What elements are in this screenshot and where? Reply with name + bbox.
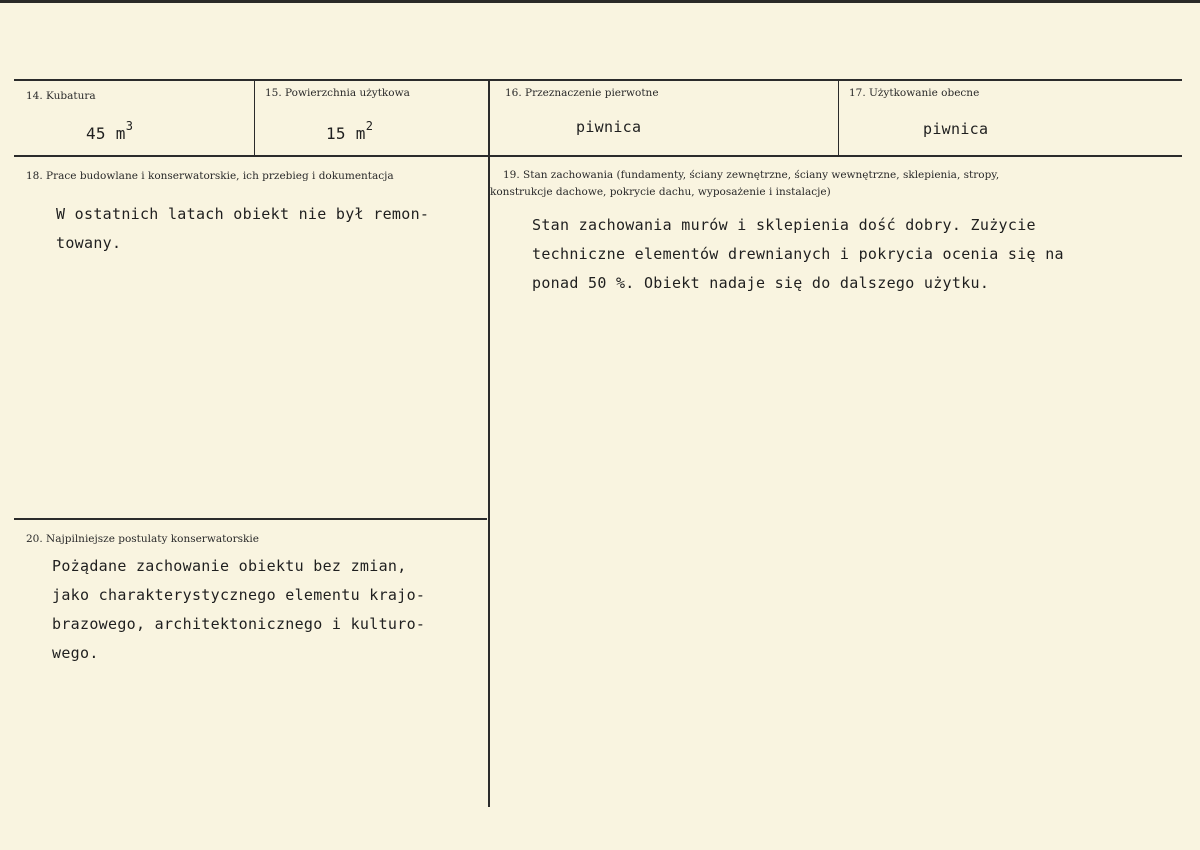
vertical-rule-3	[838, 81, 839, 155]
top-row-lower-rule	[14, 155, 1182, 157]
powierzchnia-value	[326, 119, 373, 143]
prace-label: 18. Prace budowlane i konserwatorskie, ich przebieg i dokumentacja	[26, 170, 394, 182]
stan-text	[532, 211, 1064, 298]
prace-line: towany.	[56, 234, 122, 252]
left-column-divider-rule	[14, 518, 487, 520]
powierzchnia-number: 15 m	[326, 124, 366, 143]
kubatura-label: 14. Kubatura	[26, 90, 96, 102]
stan-line: ponad 50 %. Obiekt nadaje się do dalszego użytku.	[532, 274, 990, 292]
stan-label	[490, 167, 1000, 201]
postulaty-text	[52, 552, 425, 668]
stan-line: techniczne elementów drewnianych i pokrycia ocenia się na	[532, 245, 1064, 263]
kubatura-exponent: 3	[125, 119, 134, 133]
kubatura-number: 45 m	[86, 124, 126, 143]
postulaty-line: jako charakterystycznego elementu krajo-	[52, 586, 426, 604]
stan-label-line: konstrukcje dachowe, pokrycie dachu, wyposażenie i instalacje)	[490, 186, 831, 198]
stan-line: Stan zachowania murów i sklepienia dość dobry. Zużycie	[532, 216, 1036, 234]
vertical-rule-1	[254, 81, 255, 155]
przeznaczenie-label: 16. Przeznaczenie pierwotne	[505, 87, 659, 99]
uzytkowanie-label: 17. Użytkowanie obecne	[849, 87, 980, 99]
postulaty-line: brazowego, architektonicznego i kulturo-	[52, 615, 426, 633]
powierzchnia-label: 15. Powierzchnia użytkowa	[265, 87, 410, 99]
postulaty-line: Pożądane zachowanie obiektu bez zmian,	[52, 557, 407, 575]
uzytkowanie-value: piwnica	[923, 120, 989, 138]
powierzchnia-exponent: 2	[365, 119, 374, 133]
przeznaczenie-value: piwnica	[576, 118, 642, 136]
prace-text	[56, 200, 429, 258]
top-row-upper-rule	[14, 79, 1182, 81]
postulaty-label: 20. Najpilniejsze postulaty konserwatorskie	[26, 533, 259, 545]
postulaty-line: wego.	[52, 644, 99, 662]
stan-label-line: 19. Stan zachowania (fundamenty, ściany zewnętrzne, ściany wewnętrzne, sklepienia, stropy,	[503, 169, 1000, 181]
kubatura-value	[86, 119, 133, 143]
prace-line: W ostatnich latach obiekt nie był remon-	[56, 205, 430, 223]
